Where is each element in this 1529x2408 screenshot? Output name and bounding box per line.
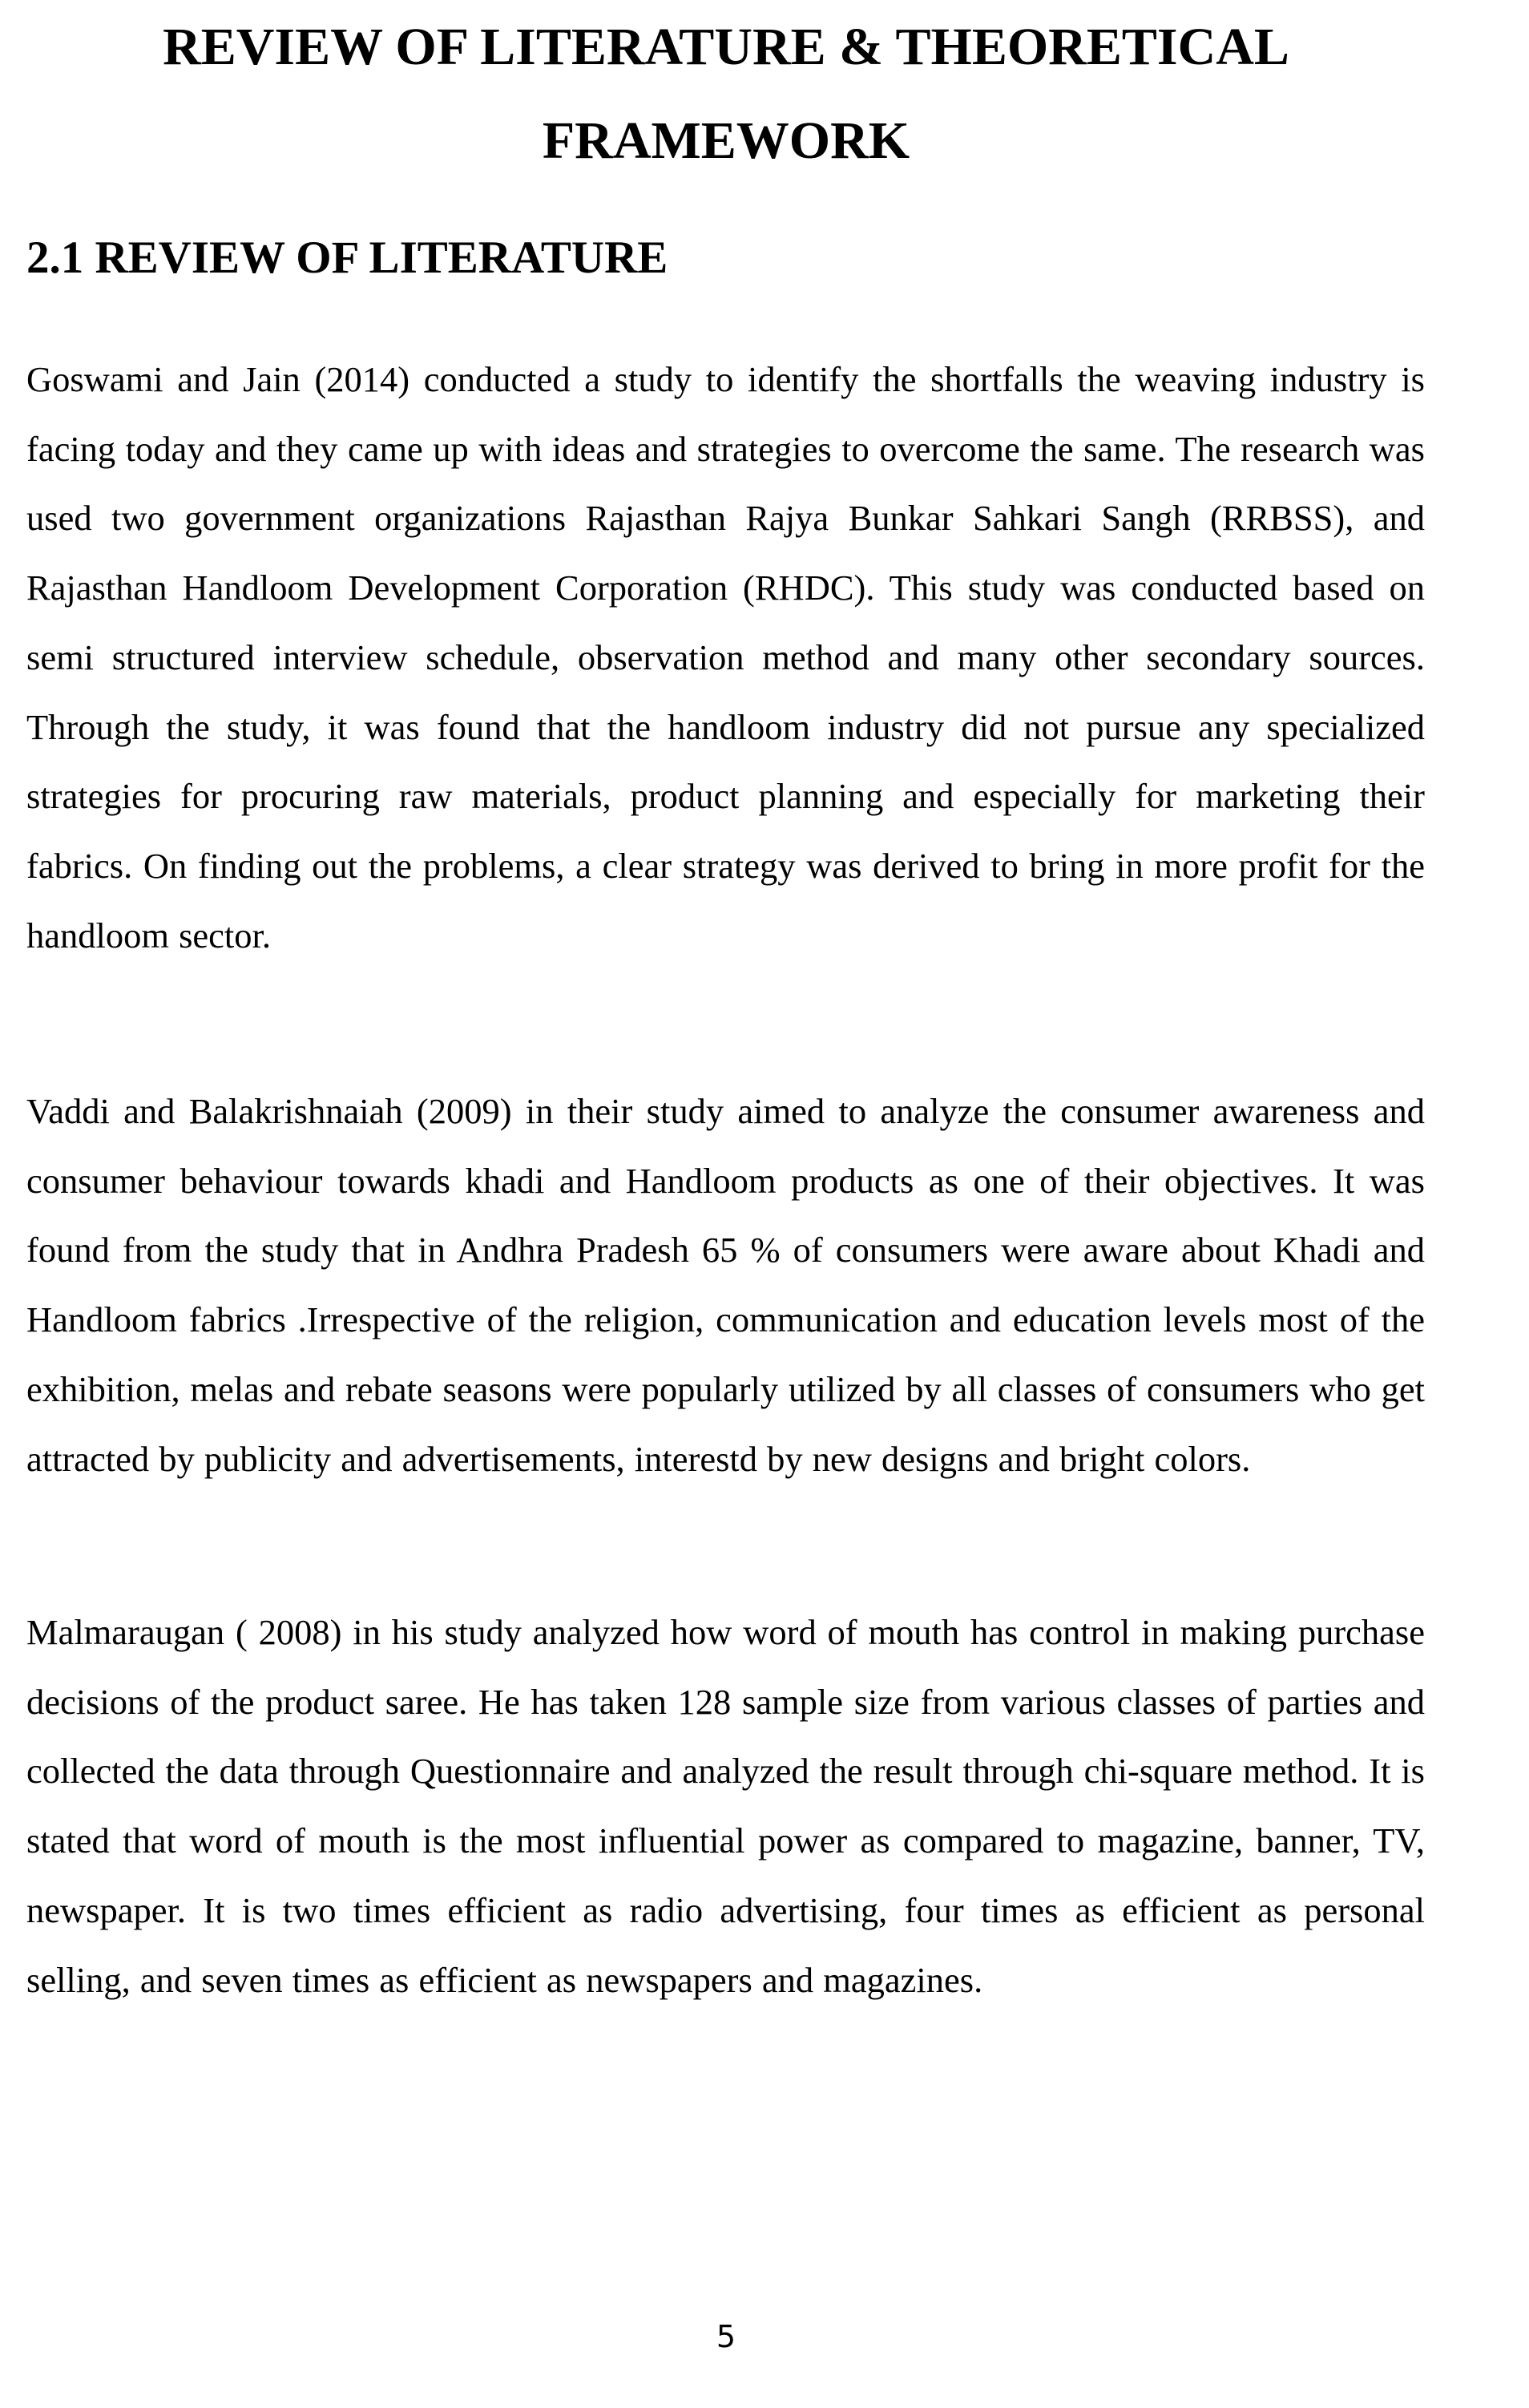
page-number: 5: [716, 2319, 736, 2354]
paragraph-vaddi-balakrishnaiah: Vaddi and Balakrishnaiah (2009) in their study aimed to analyze the consumer awareness and consumer behaviour towards khadi and Handloom products as one of their objectives. It was found from the study that in Andhra Pradesh 65 % of consumers were aware about Khadi and Handloom fabrics .Irrespective of the religion, communication and education levels most of the exhibition, melas and rebate seasons were popularly utilized by all classes of consumers who get attracted by publicity and advertisements, interestd by new designs and bright colors.: [26, 1091, 1425, 1479]
paragraph-malmaraugan: Malmaraugan ( 2008) in his study analyzed how word of mouth has control in making purchase decisions of the product saree. He has taken 128 sample size from various classes of parties and collected the data through Questionnaire and analyzed the result through chi-square method. It is stated that word of mouth is the most influential power as compared to magazine, banner, TV, newspaper. It is two times efficient as radio advertising, four times as efficient as personal selling, and seven times as efficient as newspapers and magazines.: [26, 1612, 1425, 2000]
paragraph-goswami-jain: Goswami and Jain (2014) conducted a study to identify the shortfalls the weaving industry is facing today and they came up with ideas and strategies to overcome the same. The research was used two government organizations Rajasthan Rajya Bunkar Sahkari Sangh (RRBSS), and Rajasthan Handloom Development Corporation (RHDC). This study was conducted based on semi structured interview schedule, observation method and many other secondary sources. Through the study, it was found that the handloom industry did not pursue any specialized strategies for procuring raw materials, product planning and especially for marketing their fabrics. On finding out the problems, a clear strategy was derived to bring in more profit for the handloom sector.: [26, 359, 1425, 956]
section-heading: 2.1 REVIEW OF LITERATURE: [26, 232, 668, 283]
chapter-title: [0, 0, 1452, 188]
chapter-title-line-2: FRAMEWORK: [542, 111, 910, 170]
chapter-title-line-1: REVIEW OF LITERATURE & THEORETICAL: [163, 18, 1289, 76]
